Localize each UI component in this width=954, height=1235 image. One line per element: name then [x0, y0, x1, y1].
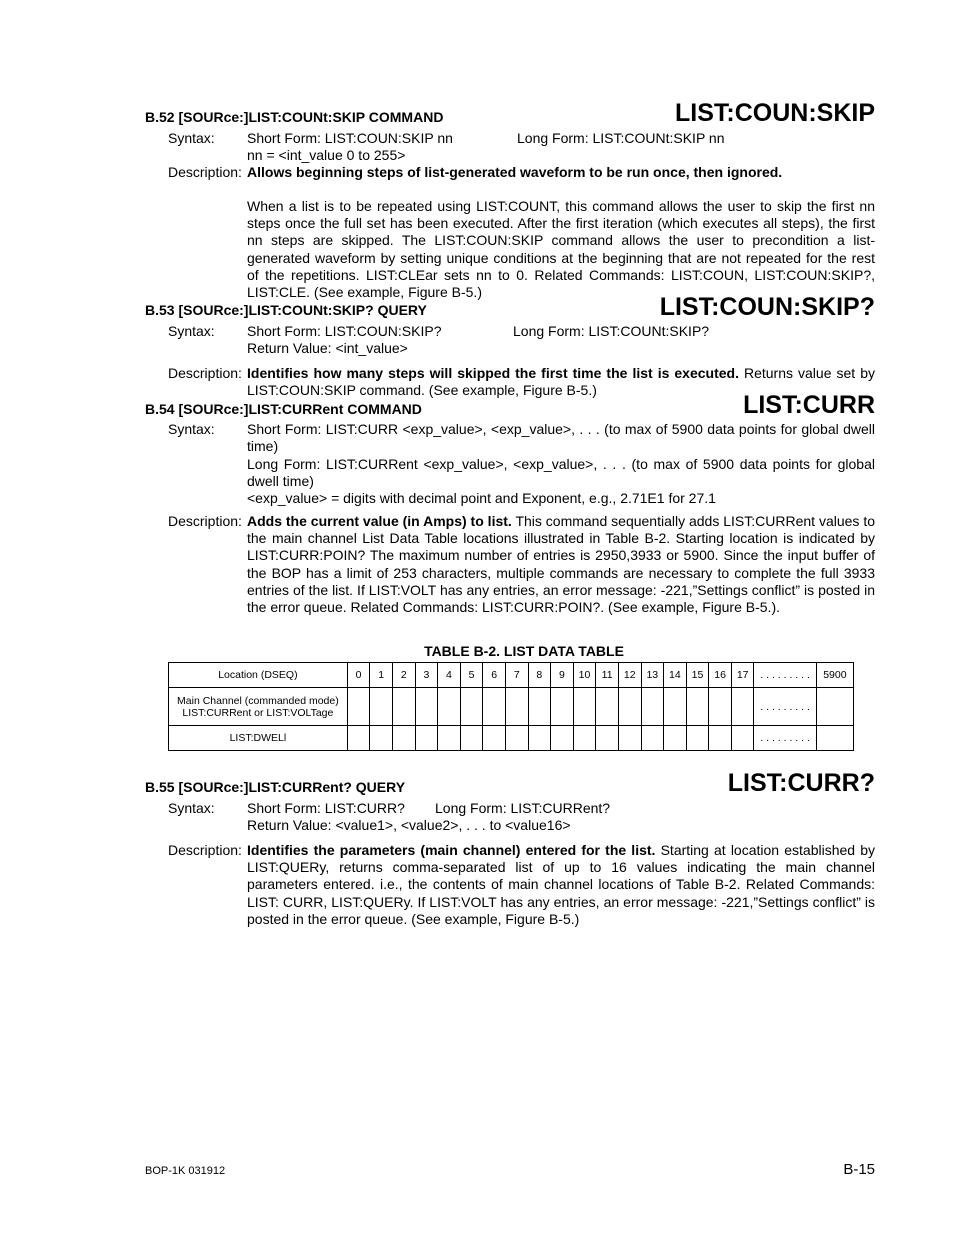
- table-col-header: 14: [664, 663, 687, 688]
- b54-heading: B.54 [SOURce:]LIST:CURRent COMMAND: [145, 401, 422, 417]
- table-row-label-dwell: LIST:DWELl: [169, 726, 348, 751]
- b55-desc-bold: Identifies the parameters (main channel) entered for the list.: [247, 842, 656, 858]
- b55-big-title: LIST:CURR?: [727, 769, 875, 797]
- b53-syntax-label: Syntax:: [168, 323, 215, 339]
- table-row-label-line1: Main Channel (commanded mode): [177, 694, 339, 707]
- table-col-header: 4: [438, 663, 461, 688]
- b55-long-form: Long Form: LIST:CURRent?: [435, 800, 611, 816]
- b52-desc-bold: Allows beginning steps of list-generated waveform to be run once, then ignored.: [247, 164, 783, 180]
- table-ellipsis: . . . . . . . . .: [754, 726, 816, 751]
- b53-desc-label: Description:: [168, 365, 242, 381]
- table-row-label-line2: LIST:CURRent or LIST:VOLTage: [182, 706, 334, 719]
- footer-doc-id: BOP-1K 031912: [145, 1165, 226, 1177]
- table-col-header: 15: [686, 663, 709, 688]
- b54-desc-bold: Adds the current value (in Amps) to list.: [247, 513, 512, 529]
- table-col-header: 16: [709, 663, 732, 688]
- b53-big-title: LIST:COUN:SKIP?: [659, 293, 875, 321]
- table-col-header: 10: [573, 663, 596, 688]
- b54-big-title: LIST:CURR: [743, 391, 875, 419]
- b52-big-title: LIST:COUN:SKIP: [675, 99, 875, 127]
- b55-desc-rest: Starting at location established by LIST:QUERy, returns comma-separated list of up to 16 values indicating the main channel parameters entered. i.e., the contents of main channel locations of Table B-2. Related Commands: LIST: CURR, LIST:QUERy. If LIST:VOLT has any entries, an error message: -221,”Settings conflict” is posted in the error queue. (See example, Figure B-5.): [247, 842, 875, 927]
- b55-short-form: Short Form: LIST:CURR?: [247, 800, 405, 816]
- b55-desc: [247, 842, 875, 928]
- b52-long-form: Long Form: LIST:COUNt:SKIP nn: [517, 130, 725, 146]
- table-col-header: 1: [370, 663, 393, 688]
- table-header-row: [169, 663, 854, 688]
- table-row-label-main: [169, 688, 348, 726]
- b53-desc-rest: Returns value set by LIST:COUN:SKIP command. (See example, Figure B-5.): [247, 365, 875, 399]
- table-row: [169, 726, 854, 751]
- table-col-header: 13: [641, 663, 664, 688]
- b54-desc: [247, 513, 875, 616]
- table-col-header: 17: [731, 663, 754, 688]
- b55-heading: B.55 [SOURce:]LIST:CURRent? QUERY: [145, 779, 406, 795]
- table-header-label: Location (DSEQ): [169, 663, 348, 688]
- b52-desc-label: Description:: [168, 164, 242, 180]
- b55-syntax-label: Syntax:: [168, 800, 215, 816]
- b54-long-form: Long Form: LIST:CURRent <exp_value>, <exp_value>, . . . (to max of 5900 data points for global dwell time): [247, 456, 875, 490]
- table-col-header: 9: [551, 663, 574, 688]
- table-col-header: 5: [460, 663, 483, 688]
- b52-heading: B.52 [SOURce:]LIST:COUNt:SKIP COMMAND: [145, 109, 444, 125]
- table-col-header: 2: [392, 663, 415, 688]
- b54-desc-rest: This command sequentially adds LIST:CURRent values to the main channel List Data Table locations illustrated in Table B-2. Starting location is indicated by LIST:CURR:POIN? The maximum number of entries is 2950,3933 or 5900. Since the input buffer of the BOP has a limit of 253 characters, multiple commands are necessary to complete the full 3933 entries of the list. If LIST:VOLT has any entries, an error message: -221,”Settings conflict” is posted in the error queue. Related Commands: LIST:CURR:POIN?. (See example, Figure B-5.).: [247, 513, 875, 616]
- table-title: TABLE B-2. LIST DATA TABLE: [424, 643, 624, 659]
- b54-syntax-label: Syntax:: [168, 421, 215, 437]
- table-col-header: 5900: [816, 663, 853, 688]
- table-col-header: 12: [618, 663, 641, 688]
- table-col-header: 8: [528, 663, 551, 688]
- b53-long-form: Long Form: LIST:COUNt:SKIP?: [513, 323, 710, 339]
- b52-syntax-label: Syntax:: [168, 130, 215, 146]
- table-row: [169, 688, 854, 726]
- b53-heading: B.53 [SOURce:]LIST:COUNt:SKIP? QUERY: [145, 302, 427, 318]
- table-col-header: 7: [505, 663, 528, 688]
- table-col-header: 11: [596, 663, 619, 688]
- b54-desc-label: Description:: [168, 513, 242, 529]
- b53-desc-bold: Identifies how many steps will skipped the first time the list is executed.: [247, 365, 739, 381]
- b52-short-form: Short Form: LIST:COUN:SKIP nn: [247, 130, 453, 146]
- b55-return-value: Return Value: <value1>, <value2>, . . . to <value16>: [247, 817, 571, 833]
- table-col-header: 3: [415, 663, 438, 688]
- b52-param: nn = <int_value 0 to 255>: [247, 147, 406, 163]
- table-col-header: 6: [483, 663, 506, 688]
- list-data-table: [168, 662, 854, 751]
- b54-exp-value: <exp_value> = digits with decimal point and Exponent, e.g., 2.71E1 for 27.1: [247, 490, 716, 506]
- footer-page-number: B-15: [843, 1161, 875, 1178]
- b55-desc-label: Description:: [168, 842, 242, 858]
- table-col-header: . . . . . . . . .: [754, 663, 816, 688]
- b53-return-value: Return Value: <int_value>: [247, 340, 408, 356]
- b53-short-form: Short Form: LIST:COUN:SKIP?: [247, 323, 442, 339]
- table-ellipsis: . . . . . . . . .: [754, 688, 816, 726]
- table-col-header: 0: [347, 663, 370, 688]
- b54-short-form: Short Form: LIST:CURR <exp_value>, <exp_value>, . . . (to max of 5900 data points for global dwell time): [247, 421, 875, 455]
- b52-desc-para: When a list is to be repeated using LIST:COUNT, this command allows the user to skip the first nn steps once the full set has been executed. After the first iteration (which executes all steps), the first nn steps are skipped. The LIST:COUN:SKIP command allows the user to precondition a list-generated waveform by setting unique conditions at the beginning that are not repeated for the rest of the repetitions. LIST:CLEar sets nn to 0. Related Commands: LIST:COUN, LIST:COUN:SKIP?, LIST:CLE. (See example, Figure B-5.): [247, 198, 875, 301]
